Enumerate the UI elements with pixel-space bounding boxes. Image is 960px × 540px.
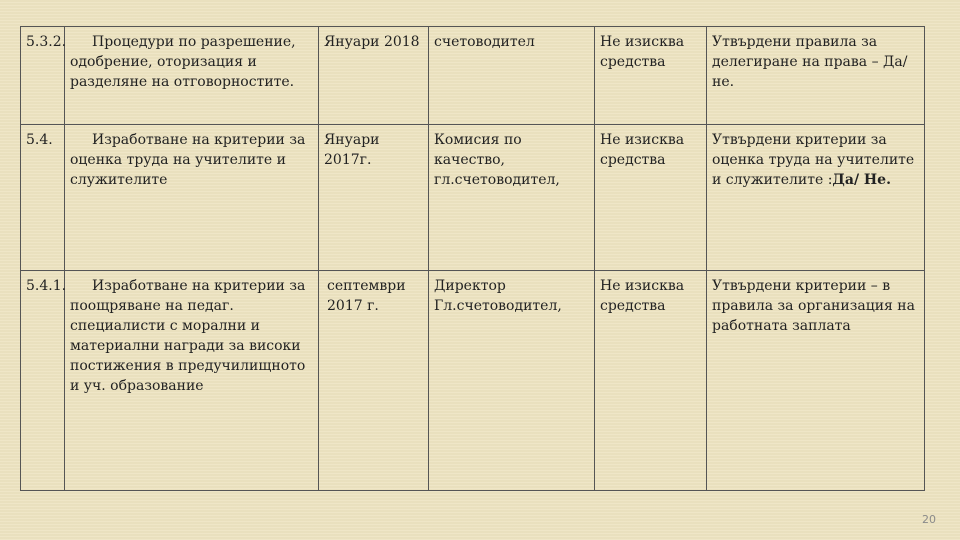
- indicator-bold-text: Да/ Не.: [832, 172, 891, 188]
- funds-cell: Не изисква средства: [595, 27, 707, 125]
- term-cell: Януари 2017г.: [319, 125, 429, 271]
- indicator-cell: Утвърдени правила за делегиране на права – Да/ не.: [707, 27, 925, 125]
- indicator-cell: [707, 125, 925, 271]
- indicator-cell: Утвърдени критерии – в правила за организация на работната заплата: [707, 271, 925, 491]
- funds-cell: Не изисква средства: [595, 271, 707, 491]
- term-cell: септември 2017 г.: [319, 271, 429, 491]
- page-number: 20: [922, 513, 936, 526]
- row-number: 5.4.: [21, 125, 65, 271]
- funds-cell: Не изисква средства: [595, 125, 707, 271]
- activity-cell: Изработване на критерии за поощряване на педаг. специалисти с морални и материални награди за високи постижения в предучилищното и уч. образование: [65, 271, 319, 491]
- activity-cell: Изработване на критерии за оценка труда на учителите и служителите: [65, 125, 319, 271]
- plan-table: [20, 26, 925, 491]
- table-row: [21, 125, 925, 271]
- table-row: [21, 271, 925, 491]
- row-number: 5.3.2.: [21, 27, 65, 125]
- responsible-cell: Комисия по качество, гл.счетоводител,: [429, 125, 595, 271]
- activity-cell: Процедури по разрешение, одобрение, оторизация и разделяне на отговорностите.: [65, 27, 319, 125]
- term-cell: Януари 2018: [319, 27, 429, 125]
- row-number: 5.4.1.: [21, 271, 65, 491]
- responsible-cell: Директор Гл.счетоводител,: [429, 271, 595, 491]
- indicator-text: Утвърдени критерии за оценка труда на учителите и служителите :: [712, 132, 915, 188]
- responsible-cell: счетоводител: [429, 27, 595, 125]
- table-row: [21, 27, 925, 125]
